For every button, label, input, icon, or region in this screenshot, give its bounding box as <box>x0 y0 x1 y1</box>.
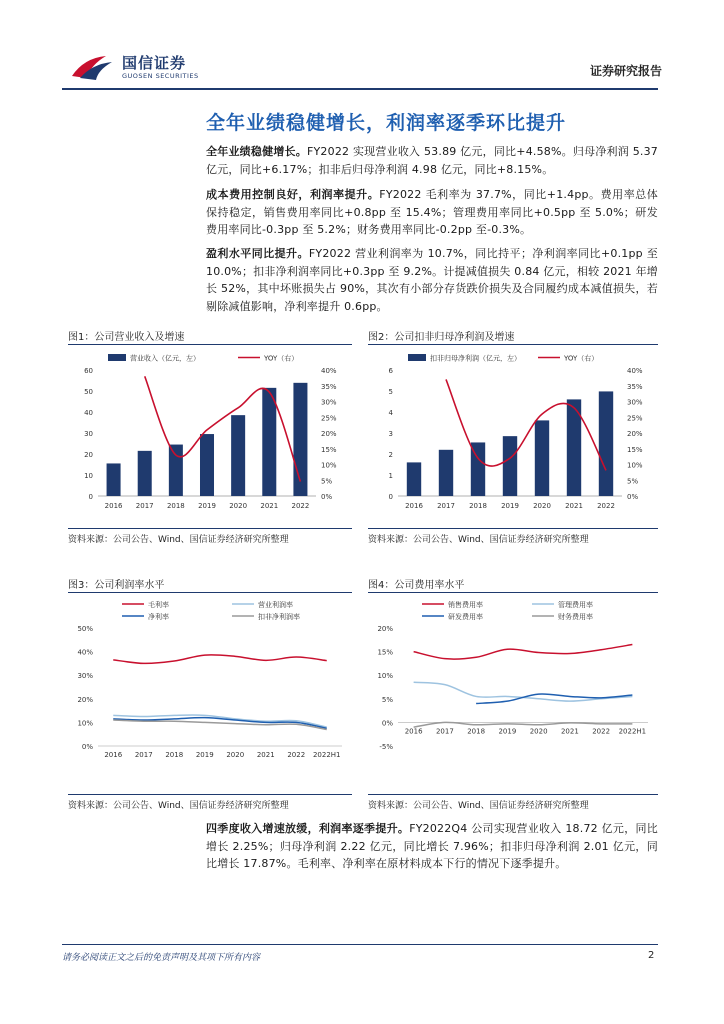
legend-label-bar: 营业收入（亿元，左） <box>130 354 200 363</box>
y-left-tick-label: 3 <box>388 430 393 438</box>
x-tick-label: 2021 <box>256 751 275 759</box>
y-right-tick-label: 15% <box>321 445 337 454</box>
y-left-tick-label: 6 <box>388 367 393 375</box>
legend-label: 研发费用率 <box>448 613 483 621</box>
x-tick-label: 2017 <box>437 502 455 510</box>
legend-label-line: YOY（右） <box>564 354 599 363</box>
y-tick-label: 15% <box>377 648 393 657</box>
x-tick-label: 2016 <box>104 502 123 510</box>
y-right-tick-label: 10% <box>321 461 337 470</box>
y-left-tick-label: 10 <box>84 472 93 480</box>
paragraph-cost <box>206 186 658 239</box>
logo-english-name: GUOSEN SECURITIES <box>122 72 199 80</box>
x-tick-label: 2018 <box>166 502 185 510</box>
y-right-tick-label: 5% <box>627 477 639 486</box>
y-left-tick-label: 4 <box>388 409 393 417</box>
fig1-bottom-rule <box>68 528 352 529</box>
y-right-tick-label: 5% <box>321 477 333 486</box>
y-left-tick-label: 1 <box>388 472 393 480</box>
series-line-0 <box>113 655 327 664</box>
fig3-title: 图3：公司利润率水平 <box>68 580 165 591</box>
y-right-tick-label: 35% <box>321 382 337 391</box>
x-tick-label: 2021 <box>260 502 279 510</box>
x-tick-label: 2021 <box>560 727 579 736</box>
legend-label: 扣非净利润率 <box>258 613 300 621</box>
y-right-tick-label: 0% <box>321 493 333 501</box>
x-tick-label: 2017 <box>435 727 454 736</box>
bar-2016 <box>107 463 121 496</box>
x-tick-label: 2022 <box>597 502 615 510</box>
y-right-tick-label: 25% <box>627 414 643 423</box>
fig2-source: 资料来源：公司公告、Wind、国信证券经济研究所整理 <box>368 535 589 545</box>
y-left-tick-label: 0 <box>388 493 393 501</box>
report-type-label: 证券研究报告 <box>589 64 662 78</box>
paragraph-profitability <box>206 245 658 315</box>
fig3-source: 资料来源：公司公告、Wind、国信证券经济研究所整理 <box>68 801 289 811</box>
paragraph-lead: 全年业绩稳健增长。 <box>206 145 307 158</box>
y-right-tick-label: 15% <box>627 445 643 454</box>
x-tick-label: 2019 <box>195 751 214 759</box>
paragraph-lead: 四季度收入增速放缓，利润率逐季提升。 <box>206 822 410 835</box>
legend-swatch-bar <box>408 354 426 361</box>
legend-swatch-bar <box>108 354 126 361</box>
legend-label-bar: 扣非归母净利润（亿元，左） <box>430 354 521 363</box>
y-tick-label: 40% <box>77 648 93 657</box>
page-number: 2 <box>648 950 655 961</box>
y-right-tick-label: 0% <box>627 493 639 501</box>
yoy-line <box>145 376 301 481</box>
fig3-bottom-rule <box>68 794 352 795</box>
x-tick-label: 2019 <box>198 502 216 510</box>
x-tick-label: 2016 <box>405 502 423 510</box>
x-tick-label: 2022 <box>291 502 310 510</box>
x-tick-label: 2020 <box>226 751 245 759</box>
x-tick-label: 2022 <box>287 751 306 759</box>
series-line-3 <box>414 722 633 727</box>
footer-rule <box>62 944 658 945</box>
y-right-tick-label: 40% <box>627 367 643 375</box>
header <box>62 46 662 86</box>
fig3-title-rule <box>68 592 352 593</box>
fig2-net-profit-chart <box>368 348 658 524</box>
series-line-0 <box>414 645 633 660</box>
y-left-tick-label: 30 <box>84 430 93 438</box>
bar-2019 <box>200 434 214 496</box>
y-tick-label: 5% <box>381 695 393 704</box>
x-tick-label: 2016 <box>104 751 123 759</box>
y-right-tick-label: 40% <box>321 367 337 375</box>
y-tick-label: 10% <box>77 719 93 728</box>
x-tick-label: 2020 <box>229 502 248 510</box>
footer-disclaimer: 请务必阅读正文之后的免责声明及其项下所有内容 <box>62 953 261 963</box>
bar-2019 <box>503 436 517 496</box>
bar-2020 <box>535 420 549 496</box>
y-left-tick-label: 50 <box>84 388 93 396</box>
legend-label: 管理费用率 <box>558 601 593 609</box>
y-tick-label: 0% <box>81 743 93 751</box>
x-tick-label: 2017 <box>135 502 154 510</box>
x-tick-label: 2022 <box>592 727 611 736</box>
logo-chinese-name: 国信证券 <box>122 54 187 72</box>
series-line-3 <box>113 720 327 729</box>
guosen-logo-icon <box>70 52 114 82</box>
fig1-title-rule <box>68 344 352 345</box>
section-title: 全年业绩稳健增长，利润率逐季环比提升 <box>206 112 567 134</box>
fig1-source: 资料来源：公司公告、Wind、国信证券经济研究所整理 <box>68 535 289 545</box>
x-tick-label: 2017 <box>134 751 153 759</box>
bar-2020 <box>231 415 245 496</box>
paragraph-body: FY2022 实现营业收入 53.89 亿元，同比+4.58%。归母净利润 5.37 亿元，同比+6.17%；扣非后归母净利润 4.98 亿元，同比+8.15%。 <box>206 145 658 176</box>
x-tick-label: 2022H1 <box>312 751 341 759</box>
y-tick-label: -5% <box>379 743 393 751</box>
y-right-tick-label: 10% <box>627 461 643 470</box>
header-rule <box>62 88 658 90</box>
y-left-tick-label: 20 <box>84 451 93 459</box>
fig2-title: 图2：公司扣非归母净利润及增速 <box>368 332 515 343</box>
fig4-bottom-rule <box>368 794 658 795</box>
x-tick-label: 2018 <box>469 502 487 510</box>
fig1-title: 图1：公司营业收入及增速 <box>68 332 185 343</box>
x-tick-label: 2016 <box>404 727 423 736</box>
y-tick-label: 20% <box>377 625 393 633</box>
x-tick-label: 2019 <box>501 502 519 510</box>
paragraph-revenue <box>206 143 658 178</box>
y-tick-label: 20% <box>77 695 93 704</box>
legend-label: 销售费用率 <box>448 601 483 609</box>
y-left-tick-label: 5 <box>388 388 393 396</box>
y-left-tick-label: 2 <box>388 451 393 459</box>
paragraph-body: FY2022Q4 公司实现营业收入 18.72 亿元，同比增长 2.25%；归母净利润 2.22 亿元，同比增长 7.96%；扣非归母净利润 2.01 亿元，同比增长 17.87%。毛利率、净利率在原材料成本下行的情况下逐季提升。 <box>206 822 658 870</box>
paragraph-q4 <box>206 820 658 873</box>
x-tick-label: 2018 <box>165 751 184 759</box>
x-tick-label: 2019 <box>498 727 517 736</box>
bar-2021 <box>262 388 276 496</box>
x-tick-label: 2020 <box>533 502 551 510</box>
y-left-tick-label: 60 <box>84 367 93 375</box>
y-right-tick-label: 30% <box>627 398 643 407</box>
y-right-tick-label: 30% <box>321 398 337 407</box>
y-right-tick-label: 25% <box>321 414 337 423</box>
paragraph-lead: 成本费用控制良好，利润率提升。 <box>206 188 380 201</box>
bar-2022 <box>599 391 613 496</box>
y-right-tick-label: 35% <box>627 382 643 391</box>
bar-2016 <box>407 462 421 496</box>
y-left-tick-label: 40 <box>84 409 93 417</box>
fig2-bottom-rule <box>368 528 658 529</box>
fig3-margin-chart <box>68 596 352 792</box>
x-tick-label: 2020 <box>529 727 548 736</box>
y-tick-label: 30% <box>77 672 93 681</box>
fig4-title-rule <box>368 592 658 593</box>
fig4-source: 资料来源：公司公告、Wind、国信证券经济研究所整理 <box>368 801 589 811</box>
bar-2017 <box>439 450 453 496</box>
x-tick-label: 2022H1 <box>618 727 647 736</box>
fig4-expense-ratio-chart <box>368 596 658 792</box>
y-right-tick-label: 20% <box>321 430 337 438</box>
legend-label: 营业利润率 <box>258 601 293 609</box>
yoy-line <box>446 379 606 470</box>
legend-label: 毛利率 <box>148 601 169 609</box>
x-tick-label: 2021 <box>565 502 583 510</box>
y-tick-label: 10% <box>377 672 393 681</box>
legend-label: 净利率 <box>148 613 169 621</box>
paragraph-lead: 盈利水平同比提升。 <box>206 247 309 260</box>
bar-2018 <box>169 445 183 496</box>
x-tick-label: 2018 <box>467 727 486 736</box>
y-left-tick-label: 0 <box>88 493 93 501</box>
fig4-title: 图4：公司费用率水平 <box>368 580 465 591</box>
bar-2017 <box>138 451 152 496</box>
fig1-revenue-chart <box>68 348 352 524</box>
paragraph-body: FY2022 营业利润率为 10.7%，同比持平；净利润率同比+0.1pp 至 10.0%；扣非净利润率同比+0.3pp 至 9.2%。计提减值损失 0.84 亿元，相较 2021 年增长 52%，其中坏账损失占 90%，其次有小部分存货跌价损失及合同履约成本减值损失，若剔除减值影响，净利率提升 0.6pp。 <box>206 247 658 313</box>
fig2-title-rule <box>368 344 658 345</box>
y-tick-label: 0% <box>381 719 393 728</box>
legend-label: 财务费用率 <box>558 613 593 621</box>
legend-label-line: YOY（右） <box>264 354 299 363</box>
paragraph-body: FY2022 毛利率为 37.7%，同比+1.4pp。费用率总体保持稳定，销售费用率同比+0.8pp 至 15.4%；管理费用率同比+0.5pp 至 5.0%；研发费用率同比-0.3pp 至 5.2%；财务费用率同比-0.2pp 至-0.3%。 <box>206 188 658 236</box>
y-tick-label: 50% <box>77 625 93 633</box>
y-right-tick-label: 20% <box>627 430 643 438</box>
